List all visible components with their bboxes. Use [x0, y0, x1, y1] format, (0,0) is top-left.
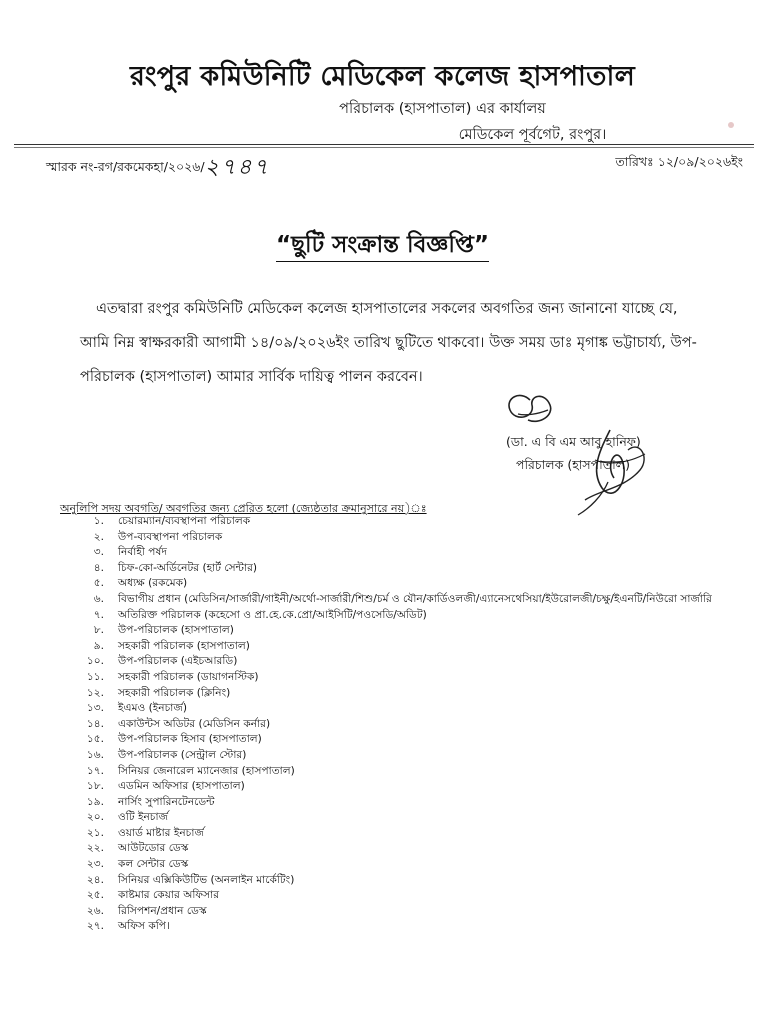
distribution-item — [72, 717, 712, 733]
body-line-3: পরিচালক (হাসপাতাল) আমার সার্বিক দায়িত্ব পালন করবেন। — [80, 369, 423, 385]
distribution-item-text: অধ্যক্ষ (রকমেক) — [118, 577, 188, 590]
distribution-item-text: সহকারী পরিচালক (হাসপাতাল) — [118, 639, 250, 652]
paper-smudge — [728, 122, 734, 128]
distribution-item-number: ১৯. — [86, 795, 104, 808]
distribution-item — [72, 514, 712, 530]
distribution-item — [72, 841, 712, 857]
distribution-item — [72, 608, 712, 624]
distribution-item — [72, 764, 712, 780]
distribution-item-text: এডমিন অফিসার (হাসপাতাল) — [118, 780, 245, 793]
distribution-item — [72, 888, 712, 904]
distribution-item-number: ৩. — [93, 546, 104, 559]
signatory-title: পরিচালক (হাসপাতাল) — [516, 457, 630, 472]
office-address: মেডিকেল পূর্বগেট, রংপুর। — [458, 127, 607, 143]
distribution-item-number: ১৩. — [86, 702, 104, 715]
distribution-item-number: ৮. — [93, 624, 104, 637]
distribution-item-number: ২১. — [86, 826, 104, 839]
distribution-item — [72, 530, 712, 546]
institution-title: রংপুর কমিউনিটি মেডিকেল কলেজ হাসপাতাল — [130, 61, 635, 92]
distribution-item-number: ৯. — [93, 639, 104, 652]
distribution-item-text: উপ-পরিচালক (হাসপাতাল) — [118, 624, 234, 637]
distribution-item-text: ওয়ার্ড মাষ্টার ইনচার্জ — [118, 826, 204, 839]
memo-number — [46, 150, 270, 187]
distribution-item — [72, 919, 712, 935]
distribution-item-text: নার্সিং সুপারিনটেনডেন্ট — [118, 795, 215, 808]
distribution-heading: অনুলিপি সদয় অবগতি/ অবগতির জন্য প্রেরিত হলো (জ্যেষ্ঠতার ক্রমানুসারে নয়)ঃ — [60, 502, 427, 515]
distribution-item-text: একাউন্টস অডিটর (মেডিসিন কর্নার) — [118, 717, 271, 730]
distribution-item-text: উপ-পরিচালক হিসাব (হাসপাতাল) — [118, 733, 262, 746]
distribution-item — [72, 857, 712, 873]
distribution-item-text: সহকারী পরিচালক (ক্লিনিং) — [118, 686, 231, 699]
distribution-item-number: ১৮. — [86, 780, 104, 793]
distribution-item — [72, 701, 712, 717]
distribution-item-text: চিফ-কো-অর্ডিনেটর (হার্ট সেন্টার) — [118, 561, 258, 574]
distribution-item — [72, 873, 712, 889]
distribution-item-number: ১১. — [86, 670, 104, 683]
distribution-item-number: ১৪. — [86, 717, 104, 730]
distribution-item-text: সিনিয়র এক্সিকিউটিভ (অনলাইন মার্কেটিং) — [118, 873, 295, 886]
distribution-item-number: ২. — [93, 530, 104, 543]
distribution-item-text: চেয়ারম্যান/ব্যবস্থাপনা পরিচালক — [118, 515, 251, 527]
distribution-item-text: উপ-পরিচালক (সেন্ট্রাল স্টোর) — [118, 748, 247, 761]
distribution-item-number: ৫. — [93, 577, 104, 590]
distribution-item-number: ১৬. — [86, 748, 104, 761]
memo-handwritten-number: ২৭৪৭ — [204, 155, 270, 180]
body-line-1: এতদ্বারা রংপুর কমিউনিটি মেডিকেল কলেজ হাসপাতালের সকলের অবগতির জন্য জানানো যাচ্ছে যে, — [96, 301, 678, 317]
distribution-item-number: ২৫. — [86, 889, 104, 902]
distribution-item-text: কল সেন্টার ডেস্ক — [118, 858, 189, 871]
distribution-item — [72, 561, 712, 577]
distribution-item — [72, 810, 712, 826]
distribution-item-number: ৭. — [93, 608, 104, 621]
distribution-item-text: ইএমও (ইনচার্জ) — [118, 702, 187, 715]
distribution-item — [72, 732, 712, 748]
body-line-2: আমি নিম্ন স্বাক্ষরকারী আগামী ১৪/০৯/২০২৬ইং তারিখ ছুটিতে থাকবো। উক্ত সময় ডাঃ মৃগাঙ্ক ভট্টাচার্য্য, উপ- — [80, 335, 697, 351]
distribution-item-text: নির্বাহী পর্ষদ — [118, 546, 167, 559]
distribution-item-text: অফিস কপি। — [118, 920, 170, 933]
notice-subject-text: “ছুটি সংক্রান্ত বিজ্ঞপ্তি” — [276, 232, 489, 262]
distribution-item-number: ২৩. — [86, 858, 104, 871]
distribution-item — [72, 670, 712, 686]
distribution-item — [72, 576, 712, 592]
memo-label: স্মারক নং-রগ/রকমেকহা/২০২৬/ — [46, 159, 205, 174]
distribution-item — [72, 826, 712, 842]
distribution-item-number: ১২. — [86, 686, 104, 699]
notice-subject — [0, 226, 765, 265]
distribution-item-text: কাষ্টমার কেয়ার অফিসার — [118, 889, 220, 902]
distribution-item-text: আউটডোর ডেস্ক — [118, 842, 189, 855]
distribution-item-number: ২০. — [86, 811, 104, 824]
memo-date: তারিখঃ ১২/০৯/২০২৬ইং — [615, 154, 743, 169]
distribution-item — [72, 592, 712, 608]
distribution-item — [72, 779, 712, 795]
office-name: পরিচালক (হাসপাতাল) এর কার্যালয় — [339, 101, 546, 117]
distribution-item-text: উপ-পরিচালক (এইচআরডি) — [118, 655, 238, 668]
distribution-item — [72, 623, 712, 639]
distribution-item-number: ৪. — [93, 561, 104, 574]
distribution-item-text: অতিরিক্ত পরিচালক (কহেসো ও প্রা.হে.কে.প্রো/আইসিটি/পওসেডি/অডিট) — [118, 608, 427, 621]
distribution-item — [72, 639, 712, 655]
distribution-item — [72, 904, 712, 920]
distribution-item — [72, 795, 712, 811]
distribution-item — [72, 686, 712, 702]
distribution-item-text: সহকারী পরিচালক (ডায়াগনস্টিক) — [118, 670, 259, 683]
distribution-item-number: ১. — [93, 515, 104, 527]
distribution-item — [72, 748, 712, 764]
distribution-item — [72, 654, 712, 670]
distribution-item-text: ওটি ইনচার্জ — [118, 811, 169, 824]
header-divider — [14, 144, 754, 145]
distribution-item-number: ২৪. — [86, 873, 104, 886]
distribution-item-text: সিনিয়র জেনারেল ম্যানেজার (হাসপাতাল) — [118, 764, 295, 777]
signatory-name: (ডা. এ বি এম আবু হানিফ) — [506, 434, 641, 449]
distribution-item-number: ২৬. — [86, 904, 104, 917]
distribution-item-number: ১৭. — [86, 764, 104, 777]
header-divider-thin — [14, 147, 754, 148]
distribution-list — [72, 514, 712, 935]
distribution-item-text: বিভাগীয় প্রধান (মেডিসিন/সার্জারী/গাইনী/অর্থো-সার্জারী/শিশু/চর্ম ও যৌন/কার্ডিওলজী/এ্যানেসথেসিয়া/ইউরোলজী/চক্ষু/ইএনটি/নিউরো সার্জারি — [118, 592, 712, 605]
distribution-item-number: ১০. — [86, 655, 104, 668]
distribution-item-text: উপ-ব্যবস্থাপনা পরিচালক — [118, 530, 223, 543]
distribution-item-number: ২৭. — [86, 920, 104, 933]
distribution-item-number: ৬. — [93, 592, 104, 605]
distribution-item-number: ২২. — [86, 842, 104, 855]
distribution-item-number: ১৫. — [86, 733, 104, 746]
distribution-item-text: রিসিপশন/প্রধান ডেস্ক — [118, 904, 207, 917]
distribution-item — [72, 545, 712, 561]
